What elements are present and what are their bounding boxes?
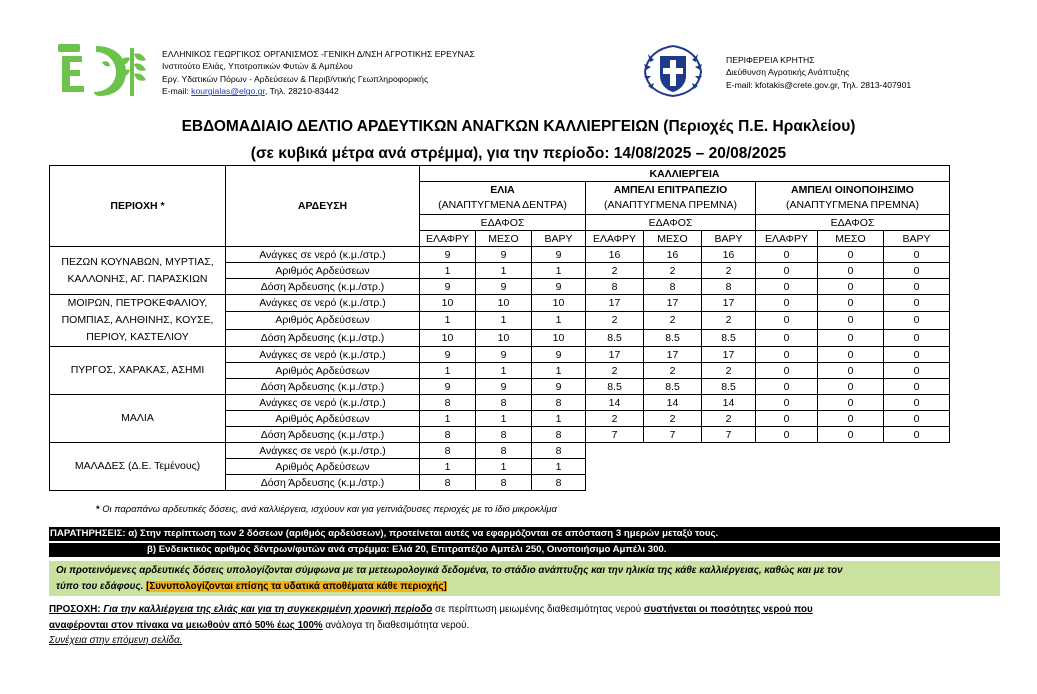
document-title: ΕΒΔΟΜΑΔΙΑΙΟ ΔΕΛΤΙΟ ΑΡΔΕΥΤΙΚΩΝ ΑΝΑΓΚΩΝ ΚΑΛΛΙΕΡΓΕΙΩΝ (Περιοχές Π.Ε. Ηρακλείου) (181, 118, 856, 135)
value-cell: 2 (586, 363, 644, 379)
header-right (636, 42, 1016, 102)
water-reserves-highlight: [Συνυπολογίζονται επίσης τα υδατικά αποθέματα κάθε περιοχής] (146, 581, 447, 592)
value-cell: 9 (476, 347, 532, 363)
value-cell: 2 (702, 263, 756, 279)
value-cell: 0 (756, 279, 818, 295)
value-cell: 8 (420, 475, 476, 491)
value-cell: 10 (420, 295, 476, 312)
value-cell: 8 (644, 279, 702, 295)
irrigation-row-label: Αριθμός Αρδεύσεων (226, 363, 420, 379)
value-cell: 0 (818, 411, 884, 427)
value-cell: 1 (420, 459, 476, 475)
value-cell: 16 (702, 247, 756, 263)
remarks-bar-b (49, 543, 1000, 557)
value-cell: 1 (420, 411, 476, 427)
elgo-logo-icon (56, 42, 154, 100)
value-cell: 7 (644, 427, 702, 443)
area-column-header: ΠΕΡΙΟΧΗ * (50, 166, 226, 247)
footnote: * Οι παραπάνω αρδευτικές δόσεις, ανά καλλιέργεια, ισχύουν και για γειτνιάζουσες περιοχές με το ίδιο μικροκλίμα (96, 503, 557, 514)
value-cell: 0 (756, 363, 818, 379)
value-cell: 2 (586, 411, 644, 427)
crop-header-olive: ΕΛΙΑ (ΑΝΑΠΤΥΓΜΕΝΑ ΔΕΝΤΡΑ) (420, 182, 586, 215)
value-cell: 0 (884, 427, 950, 443)
empty-cell (884, 459, 950, 475)
value-cell: 0 (818, 363, 884, 379)
value-cell: 2 (644, 263, 702, 279)
value-cell: 1 (476, 363, 532, 379)
value-cell: 9 (532, 279, 586, 295)
soil-type-light: ΕΛΑΦΡΥ (420, 231, 476, 247)
value-cell: 17 (702, 295, 756, 312)
value-cell: 8 (420, 443, 476, 459)
irrigation-row-label: Ανάγκες σε νερό (κ.μ./στρ.) (226, 347, 420, 363)
value-cell: 10 (476, 329, 532, 346)
value-cell: 0 (884, 347, 950, 363)
irrigation-row-label: Ανάγκες σε νερό (κ.μ./στρ.) (226, 443, 420, 459)
value-cell: 0 (818, 279, 884, 295)
value-cell: 0 (884, 363, 950, 379)
area-name: ΜΟΙΡΩΝ, ΠΕΤΡΟΚΕΦΑΛΙΟΥ, ΠΟΜΠΙΑΣ, ΑΛΗΘΙΝΗΣ, ΚΟΥΣΕ, ΠΕΡΙΟΥ, ΚΑΣΤΕΛΙΟΥ (50, 295, 226, 347)
empty-cell (644, 443, 702, 459)
header-left-line1: ΕΛΛΗΝΙΚΟΣ ΓΕΩΡΓΙΚΟΣ ΟΡΓΑΝΙΣΜΟΣ -ΓΕΝΙΚΗ Δ/ΝΣΗ ΑΓΡΟΤΙΚΗΣ ΕΡΕΥΝΑΣ (162, 49, 475, 59)
value-cell: 9 (420, 379, 476, 395)
value-cell: 0 (756, 329, 818, 346)
soil-type-light: ΕΛΑΦΡΥ (586, 231, 644, 247)
value-cell: 9 (476, 379, 532, 395)
value-cell: 1 (476, 263, 532, 279)
value-cell: 0 (818, 427, 884, 443)
value-cell: 1 (420, 263, 476, 279)
value-cell: 1 (476, 312, 532, 329)
value-cell: 1 (532, 459, 586, 475)
empty-cell (702, 475, 756, 491)
value-cell: 1 (532, 263, 586, 279)
empty-cell (756, 475, 818, 491)
value-cell: 1 (476, 411, 532, 427)
continued-next-page: Συνέχεια στην επόμενη σελίδα. (49, 635, 183, 646)
area-name: ΜΑΛΑΔΕΣ (Δ.Ε. Τεμένους) (50, 443, 226, 491)
calculation-note-line2: τύπο του εδάφους. [Συνυπολογίζονται επίσης τα υδατικά αποθέματα κάθε περιοχής] (56, 581, 447, 592)
value-cell: 10 (532, 295, 586, 312)
value-cell: 2 (644, 312, 702, 329)
value-cell: 17 (586, 295, 644, 312)
value-cell: 0 (818, 247, 884, 263)
soil-header: ΕΔΑΦΟΣ (420, 215, 586, 231)
value-cell: 0 (818, 347, 884, 363)
irrigation-row-label: Αριθμός Αρδεύσεων (226, 411, 420, 427)
value-cell: 9 (532, 347, 586, 363)
value-cell: 7 (586, 427, 644, 443)
header-left-line3: Εργ. Υδατικών Πόρων - Αρδεύσεων & Περιβ/ντικής Γεωπληροφορικής (162, 73, 429, 84)
email-link[interactable]: kourgialas@elgo.gr (191, 86, 265, 97)
value-cell: 8 (532, 427, 586, 443)
value-cell: 8 (586, 279, 644, 295)
value-cell: 16 (586, 247, 644, 263)
value-cell: 1 (420, 312, 476, 329)
header-left (56, 42, 496, 102)
irrigation-row-label: Αριθμός Αρδεύσεων (226, 312, 420, 329)
value-cell: 8 (420, 427, 476, 443)
irrigation-row-label: Ανάγκες σε νερό (κ.μ./στρ.) (226, 395, 420, 411)
soil-type-medium: ΜΕΣΟ (476, 231, 532, 247)
value-cell: 8 (476, 475, 532, 491)
irrigation-row-label: Ανάγκες σε νερό (κ.μ./στρ.) (226, 247, 420, 263)
soil-type-medium: ΜΕΣΟ (644, 231, 702, 247)
value-cell: 9 (532, 379, 586, 395)
empty-cell (884, 475, 950, 491)
empty-cell (818, 443, 884, 459)
value-cell: 2 (586, 312, 644, 329)
value-cell: 1 (532, 363, 586, 379)
crops-header: ΚΑΛΛΙΕΡΓΕΙΑ (420, 166, 950, 182)
value-cell: 2 (586, 263, 644, 279)
value-cell: 0 (818, 312, 884, 329)
remark-b: β) Ενδεικτικός αριθμός δέντρων/φυτών ανά στρέμμα: Ελιά 20, Επιτραπέζιο Αμπέλι 250, Οινοποιήσιμο Αμπέλι 300. (147, 544, 667, 555)
value-cell: 8.5 (586, 379, 644, 395)
soil-type-heavy: ΒΑΡΥ (702, 231, 756, 247)
table-row (50, 247, 950, 263)
value-cell: 8 (702, 279, 756, 295)
value-cell: 17 (586, 347, 644, 363)
value-cell: 14 (702, 395, 756, 411)
empty-cell (884, 443, 950, 459)
soil-header: ΕΔΑΦΟΣ (586, 215, 756, 231)
value-cell: 9 (476, 247, 532, 263)
crop-header-table-grape: ΑΜΠΕΛΙ ΕΠΙΤΡΑΠΕΖΙΟ (ΑΝΑΠΤΥΓΜΕΝΑ ΠΡΕΜΝΑ) (586, 182, 756, 215)
value-cell: 0 (756, 411, 818, 427)
value-cell: 0 (884, 279, 950, 295)
value-cell: 0 (756, 347, 818, 363)
value-cell: 0 (884, 411, 950, 427)
value-cell: 14 (644, 395, 702, 411)
value-cell: 17 (644, 347, 702, 363)
value-cell: 8 (476, 395, 532, 411)
value-cell: 0 (756, 427, 818, 443)
value-cell: 9 (420, 279, 476, 295)
value-cell: 8.5 (702, 329, 756, 346)
attention-note: ΠΡΟΣΟΧΗ: Για την καλλιέργεια της ελιάς και για τη συγκεκριμένη χρονική περίοδο σε περίπτωση μειωμένης διαθεσιμότητας νερού συστήνεται οι ποσότητες νερού που αναφέρονται στον πίνακα να μειωθούν από 50% έως 100% ανάλογα τη διαθεσιμότητα νερού. (49, 604, 813, 631)
value-cell: 0 (884, 395, 950, 411)
value-cell: 8.5 (644, 329, 702, 346)
irrigation-table (49, 165, 950, 491)
soil-type-medium: ΜΕΣΟ (818, 231, 884, 247)
empty-cell (702, 459, 756, 475)
value-cell: 1 (532, 312, 586, 329)
value-cell: 0 (756, 263, 818, 279)
value-cell: 2 (702, 363, 756, 379)
value-cell: 8 (476, 443, 532, 459)
value-cell: 8 (532, 443, 586, 459)
value-cell: 0 (818, 263, 884, 279)
header-left-contact: E-mail: kourgialas@elgo.gr, Τηλ. 28210-83442 (162, 86, 339, 97)
value-cell: 2 (644, 363, 702, 379)
value-cell: 10 (532, 329, 586, 346)
irrigation-row-label: Ανάγκες σε νερό (κ.μ./στρ.) (226, 295, 420, 312)
value-cell: 0 (756, 312, 818, 329)
irrigation-row-label: Δόση Άρδευσης (κ.μ./στρ.) (226, 279, 420, 295)
value-cell: 0 (756, 247, 818, 263)
value-cell: 8 (420, 395, 476, 411)
value-cell: 8.5 (644, 379, 702, 395)
area-name: ΜΑΛΙΑ (50, 395, 226, 443)
table-row (50, 295, 950, 312)
header-right-line3: E-mail: kfotakis@crete.gov.gr, Τηλ. 2813-407901 (726, 79, 912, 90)
remarks-label: ΠΑΡΑΤΗΡΗΣΕΙΣ: (50, 528, 126, 539)
value-cell: 2 (644, 411, 702, 427)
value-cell: 1 (476, 459, 532, 475)
empty-cell (818, 475, 884, 491)
value-cell: 16 (644, 247, 702, 263)
irrigation-row-label: Αριθμός Αρδεύσεων (226, 263, 420, 279)
irrigation-row-label: Δόση Άρδευσης (κ.μ./στρ.) (226, 427, 420, 443)
table-row (50, 347, 950, 363)
empty-cell (586, 475, 644, 491)
table-row (50, 443, 950, 459)
table-row (50, 395, 950, 411)
area-name: ΠΕΖΩΝ ΚΟΥΝΑΒΩΝ, ΜΥΡΤΙΑΣ, ΚΑΛΛΟΝΗΣ, ΑΓ. ΠΑΡΑΣΚΙΩΝ (50, 247, 226, 295)
value-cell: 17 (644, 295, 702, 312)
value-cell: 9 (476, 279, 532, 295)
value-cell: 1 (532, 411, 586, 427)
value-cell: 0 (818, 395, 884, 411)
empty-cell (756, 443, 818, 459)
value-cell: 0 (884, 312, 950, 329)
value-cell: 9 (420, 247, 476, 263)
attention-label: ΠΡΟΣΟΧΗ: (49, 604, 101, 615)
value-cell: 8 (476, 427, 532, 443)
value-cell: 0 (818, 379, 884, 395)
value-cell: 8.5 (702, 379, 756, 395)
value-cell: 0 (884, 263, 950, 279)
empty-cell (586, 459, 644, 475)
empty-cell (644, 475, 702, 491)
value-cell: 0 (818, 295, 884, 312)
header-right-line2: Διεύθυνση Αγροτικής Ανάπτυξης (726, 67, 850, 78)
value-cell: 8.5 (586, 329, 644, 346)
value-cell: 0 (884, 329, 950, 346)
value-cell: 9 (532, 247, 586, 263)
value-cell: 8 (532, 475, 586, 491)
irrigation-row-label: Δόση Άρδευσης (κ.μ./στρ.) (226, 475, 420, 491)
empty-cell (586, 443, 644, 459)
empty-cell (756, 459, 818, 475)
soil-type-heavy: ΒΑΡΥ (532, 231, 586, 247)
irrigation-row-label: Δόση Άρδευσης (κ.μ./στρ.) (226, 329, 420, 346)
value-cell: 14 (586, 395, 644, 411)
calculation-note-line1: Οι προτεινόμενες αρδευτικές δόσεις υπολογίζονται σύμφωνα με τα μετεωρολογικά δεδομένα, το στάδιο ανάπτυξης και την ηλικία της κάθε καλλιέργειας, καθώς και με τον (56, 565, 843, 576)
header-right-line1: ΠΕΡΙΦΕΡΕΙΑ ΚΡΗΤΗΣ (726, 55, 815, 65)
value-cell: 8 (532, 395, 586, 411)
value-cell: 0 (818, 329, 884, 346)
value-cell: 2 (702, 312, 756, 329)
crop-header-wine-grape: ΑΜΠΕΛΙ ΟΙΝΟΠΟΙΗΣΙΜΟ (ΑΝΑΠΤΥΓΜΕΝΑ ΠΡΕΜΝΑ) (756, 182, 950, 215)
soil-header: ΕΔΑΦΟΣ (756, 215, 950, 231)
empty-cell (818, 459, 884, 475)
greek-emblem-icon (636, 42, 710, 100)
value-cell: 7 (702, 427, 756, 443)
soil-type-light: ΕΛΑΦΡΥ (756, 231, 818, 247)
irrigation-row-label: Αριθμός Αρδεύσεων (226, 459, 420, 475)
header-left-line2: Ινστιτούτο Ελιάς, Υποτροπικών Φυτών & Αμπέλου (162, 61, 353, 72)
document-subtitle: (σε κυβικά μέτρα ανά στρέμμα), για την περίοδο: 14/08/2025 – 20/08/2025 (250, 145, 787, 162)
empty-cell (702, 443, 756, 459)
irrigation-row-label: Δόση Άρδευσης (κ.μ./στρ.) (226, 379, 420, 395)
value-cell: 0 (756, 395, 818, 411)
value-cell: 0 (884, 247, 950, 263)
remarks-bar-a (49, 527, 1000, 541)
value-cell: 0 (884, 295, 950, 312)
value-cell: 17 (702, 347, 756, 363)
value-cell: 0 (756, 379, 818, 395)
calculation-note (49, 561, 1000, 596)
soil-type-heavy: ΒΑΡΥ (884, 231, 950, 247)
irrigation-column-header: ΑΡΔΕΥΣΗ (226, 166, 420, 247)
value-cell: 9 (420, 347, 476, 363)
value-cell: 10 (420, 329, 476, 346)
value-cell: 2 (702, 411, 756, 427)
value-cell: 1 (420, 363, 476, 379)
empty-cell (644, 459, 702, 475)
area-name: ΠΥΡΓΟΣ, ΧΑΡΑΚΑΣ, ΑΣΗΜΙ (50, 347, 226, 395)
value-cell: 0 (756, 295, 818, 312)
value-cell: 0 (884, 379, 950, 395)
remark-a: α) Στην περίπτωση των 2 δόσεων (αριθμός αρδεύσεων), προτείνεται αυτές να εφαρμόζονται σε απόσταση 3 ημερών μεταξύ τους. (125, 528, 719, 539)
value-cell: 10 (476, 295, 532, 312)
